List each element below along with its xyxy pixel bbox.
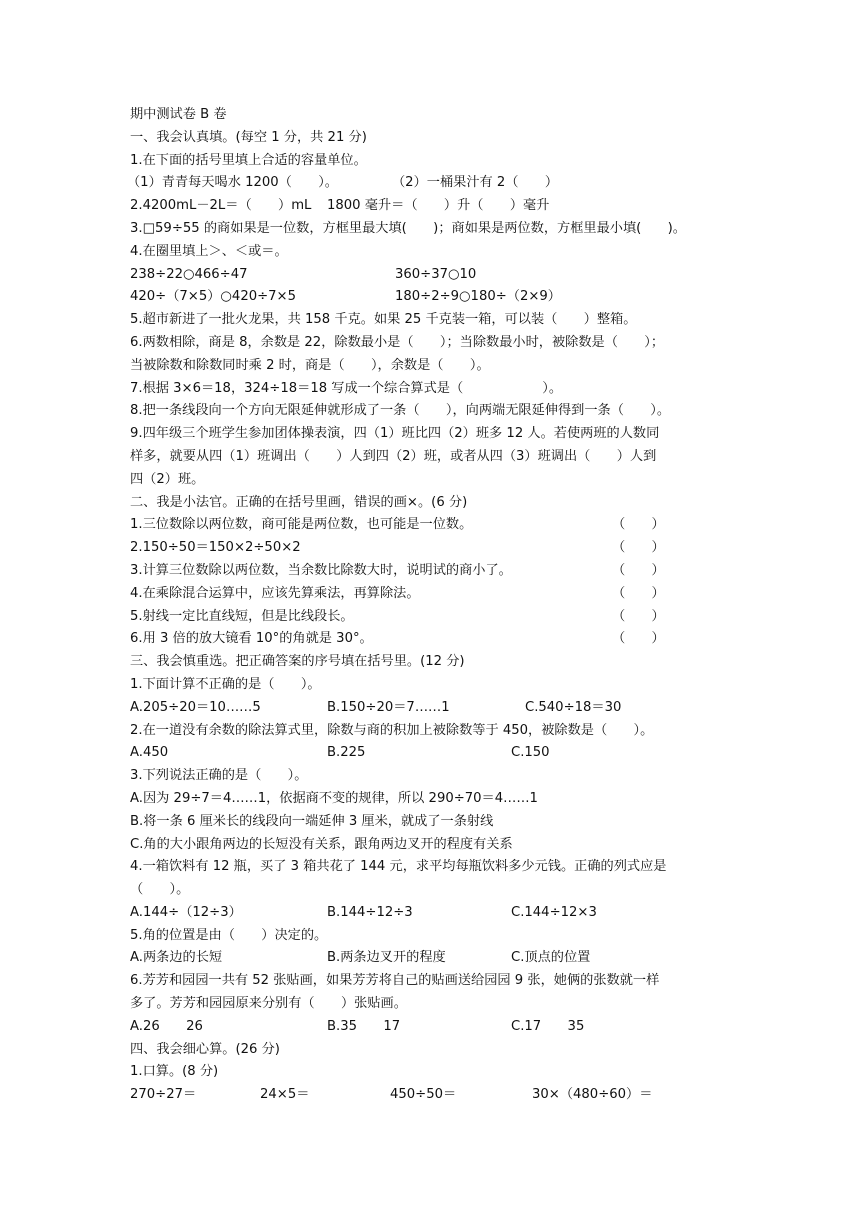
s3-q4-options xyxy=(130,902,745,925)
s1-question-6-line-2: 当被除数和除数同时乘 2 时，商是（ ），余数是（ ）。 xyxy=(130,357,490,373)
s2-item xyxy=(130,583,745,606)
s2-item-text: 3.计算三位数除以两位数，当余数比除数大时，说明试的商小了。 xyxy=(130,562,512,578)
s2-item-text: 5.射线一定比直线短，但是比线段长。 xyxy=(130,608,354,624)
s3-question-4-line-2: （ ）。 xyxy=(130,882,190,898)
s3-q4-option-c[interactable]: C.144÷12×3 xyxy=(511,904,597,920)
s2-answer-parens[interactable]: （ ） xyxy=(612,631,665,647)
s3-q4-option-b[interactable]: B.144÷12÷3 xyxy=(327,904,413,920)
s1-q1-part-a: （1）青青每天喝水 1200（ ）。 xyxy=(127,175,338,191)
section-3-heading: 三、我会慎重选。把正确答案的序号填在括号里。(12 分) xyxy=(130,654,465,670)
s2-item xyxy=(130,560,745,583)
s2-item xyxy=(130,514,745,537)
s3-q1-options xyxy=(130,697,745,720)
s3-q5-options xyxy=(130,947,745,970)
s1-question-1-parts xyxy=(127,172,745,195)
s2-item xyxy=(130,537,745,560)
s3-q1-option-c[interactable]: C.540÷18＝30 xyxy=(525,699,622,715)
s4-question-1: 1.口算。(8 分) xyxy=(130,1064,219,1080)
s1-q1-part-b: （2）一桶果汁有 2（ ） xyxy=(392,175,559,191)
s3-q6-options xyxy=(130,1016,745,1039)
s2-answer-parens[interactable]: （ ） xyxy=(612,517,665,533)
s1-question-2 xyxy=(130,195,745,218)
s1-q2-part-a: 2.4200mL－2L＝（ ）mL xyxy=(130,198,312,214)
exam-page xyxy=(127,104,745,1107)
s3-q6-option-a[interactable]: A.26 26 xyxy=(130,1018,203,1034)
s1-question-9-line-3: 四（2）班。 xyxy=(130,471,205,487)
s2-item-text: 4.在乘除混合运算中，应该先算乘法，再算除法。 xyxy=(130,585,420,601)
s3-q5-option-b[interactable]: B.两条边叉开的程度 xyxy=(327,950,446,966)
s3-q4-option-a[interactable]: A.144÷（12÷3） xyxy=(130,904,242,920)
s1-q4-item-d: 180÷2÷9○180÷（2×9） xyxy=(395,289,561,305)
s3-question-6-line-2: 多了。芳芳和园园原来分别有（ ）张贴画。 xyxy=(130,996,407,1012)
s3-q2-option-a[interactable]: A.450 xyxy=(130,745,169,761)
s1-q4-row-2 xyxy=(130,286,745,309)
s3-question-3: 3.下列说法正确的是（ ）。 xyxy=(130,768,308,784)
s1-q2-part-b: 1800 毫升＝（ ）升（ ）毫升 xyxy=(327,198,550,214)
s4-calc-item: 270÷27＝ xyxy=(130,1087,197,1103)
s4-calc-item: 450÷50＝ xyxy=(390,1087,457,1103)
s1-question-8: 8.把一条线段向一个方向无限延伸就形成了一条（ ），向两端无限延伸得到一条（ ）。 xyxy=(130,403,671,419)
s1-q4-item-c: 420÷（7×5）○420÷7×5 xyxy=(130,289,296,305)
s3-question-2: 2.在一道没有余数的除法算式里，除数与商的积加上被除数等于 450，被除数是（ ）。 xyxy=(130,722,654,738)
s1-question-9-line-2: 样多，就要从四（1）班调出（ ）人到四（2）班，或者从四（3）班调出（ ）人到 xyxy=(130,448,657,464)
s3-q6-option-c[interactable]: C.17 35 xyxy=(511,1018,585,1034)
s1-q4-row-1 xyxy=(130,264,745,287)
s3-q5-option-c[interactable]: C.顶点的位置 xyxy=(511,950,591,966)
section-2-heading: 二、我是小法官。正确的在括号里画，错误的画×。(6 分) xyxy=(130,494,468,510)
s4-calc-item: 24×5＝ xyxy=(260,1087,310,1103)
s3-question-4-line-1: 4.一箱饮料有 12 瓶，买了 3 箱共花了 144 元，求平均每瓶饮料多少元钱。正确的列式应是 xyxy=(130,859,667,875)
s2-answer-parens[interactable]: （ ） xyxy=(612,562,665,578)
s3-q6-option-b[interactable]: B.35 17 xyxy=(327,1018,401,1034)
s3-question-6-line-1: 6.芳芳和园园一共有 52 张贴画，如果芳芳将自己的贴画送给园园 9 张，她俩的张数就一样 xyxy=(130,973,660,989)
s1-question-7: 7.根据 3×6＝18，324÷18＝18 写成一个综合算式是（ ）。 xyxy=(130,380,563,396)
s3-q2-options xyxy=(130,742,745,765)
s2-item-text: 1.三位数除以两位数，商可能是两位数，也可能是一位数。 xyxy=(130,517,473,533)
s1-question-3: 3.□59÷55 的商如果是一位数，方框里最大填( )；商如果是两位数，方框里最小填( )。 xyxy=(130,220,686,236)
s3-q2-option-b[interactable]: B.225 xyxy=(327,745,366,761)
s2-answer-parens[interactable]: （ ） xyxy=(612,585,665,601)
section-4-heading: 四、我会细心算。(26 分) xyxy=(130,1041,280,1057)
s3-question-1: 1.下面计算不正确的是（ ）。 xyxy=(130,676,321,692)
section-1-heading: 一、我会认真填。(每空 1 分，共 21 分) xyxy=(130,129,367,145)
s3-q1-option-a[interactable]: A.205÷20＝10……5 xyxy=(130,699,261,715)
s3-q3-option-c[interactable]: C.角的大小跟角两边的长短没有关系，跟角两边叉开的程度有关系 xyxy=(130,836,513,852)
s1-question-5: 5.超市新进了一批火龙果，共 158 千克。如果 25 千克装一箱，可以装（ ）整箱。 xyxy=(130,312,637,328)
s1-q4-item-b: 360÷37○10 xyxy=(395,266,477,282)
s1-q4-item-a: 238÷22○466÷47 xyxy=(130,266,248,282)
s3-q1-option-b[interactable]: B.150÷20＝7……1 xyxy=(327,699,450,715)
s1-question-9-line-1: 9.四年级三个班学生参加团体操表演，四（1）班比四（2）班多 12 人。若使两班的人数同 xyxy=(130,426,660,442)
exam-title: 期中测试卷 B 卷 xyxy=(130,107,227,122)
s2-item-text: 6.用 3 倍的放大镜看 10°的角就是 30°。 xyxy=(130,631,373,647)
s2-item-text: 2.150÷50＝150×2÷50×2 xyxy=(130,540,301,556)
s2-answer-parens[interactable]: （ ） xyxy=(612,540,665,556)
s3-question-5: 5.角的位置是由（ ）决定的。 xyxy=(130,927,328,943)
s1-question-4: 4.在圈里填上＞、＜或＝。 xyxy=(130,243,288,259)
s2-answer-parens[interactable]: （ ） xyxy=(612,608,665,624)
s1-question-6-line-1: 6.两数相除，商是 8，余数是 22，除数最小是（ ）；当除数最小时，被除数是（ ）； xyxy=(130,334,665,350)
s3-q2-option-c[interactable]: C.150 xyxy=(511,745,550,761)
s4-calc-item: 30×（480÷60）＝ xyxy=(532,1087,653,1103)
s1-question-1: 1.在下面的括号里填上合适的容量单位。 xyxy=(130,152,367,168)
s4-calc-row xyxy=(130,1084,745,1107)
s3-q3-option-a[interactable]: A.因为 29÷7＝4……1，依据商不变的规律，所以 290÷70＝4……1 xyxy=(130,790,538,806)
s3-q5-option-a[interactable]: A.两条边的长短 xyxy=(130,950,223,966)
s3-q3-option-b[interactable]: B.将一条 6 厘米长的线段向一端延伸 3 厘米，就成了一条射线 xyxy=(130,813,494,829)
s2-item xyxy=(130,628,745,651)
s2-item xyxy=(130,606,745,629)
